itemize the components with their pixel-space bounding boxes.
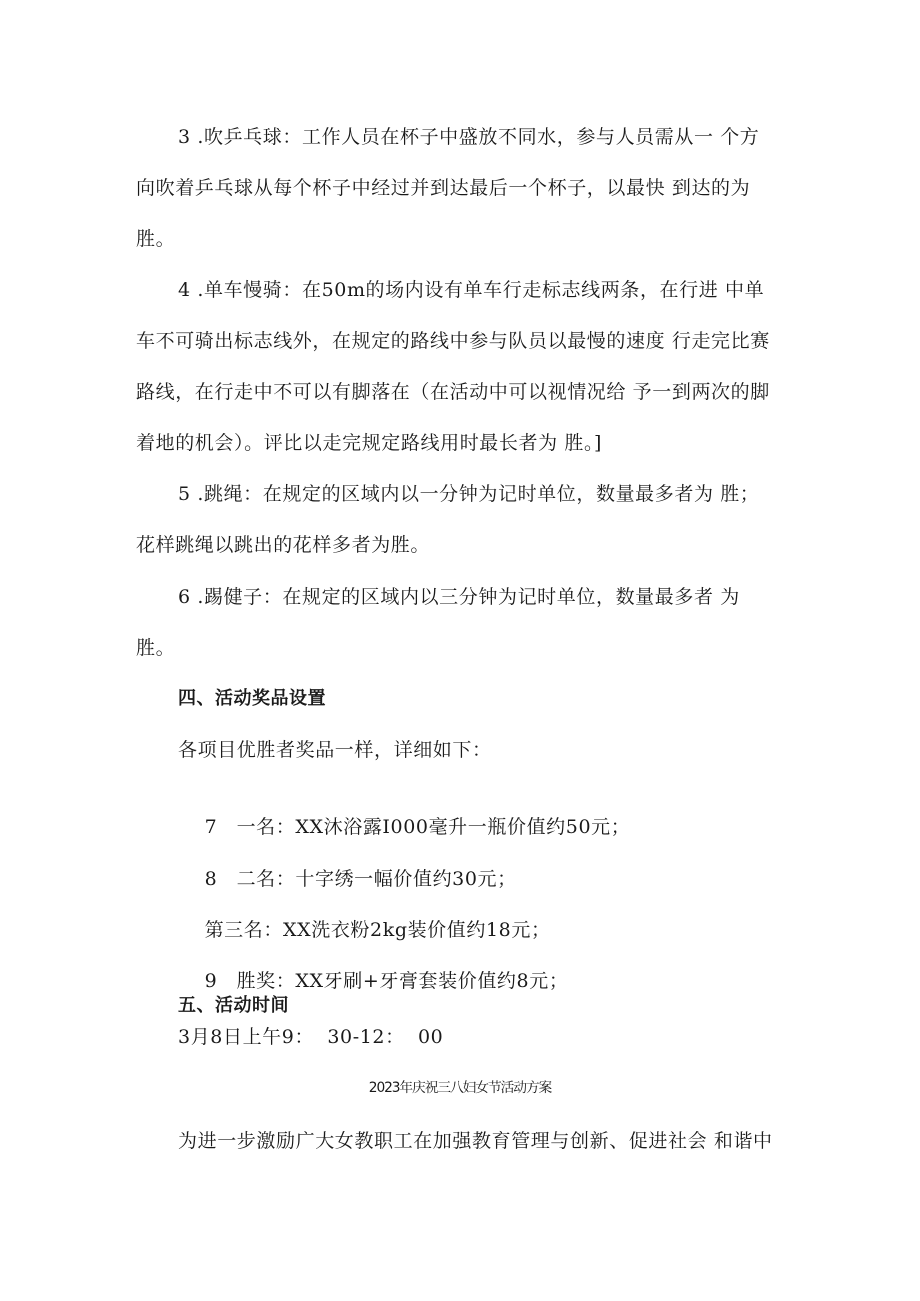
item5-line2: 花样跳绳以跳出的花样多者为胜。	[136, 534, 431, 556]
prize-number: 9	[204, 970, 218, 992]
section5-heading: 五、活动时间	[178, 995, 289, 1016]
item5-line1: 5 .跳绳：在规定的区域内以一分钟为记时单位，数量最多者为 胜；	[178, 483, 760, 505]
prize-number: 7	[204, 816, 218, 838]
item3-line1: 3 .吹乒乓球：工作人员在杯子中盛放不同水，参与人员需从一 个方	[178, 126, 760, 148]
item3-line3: 胜。	[136, 228, 176, 250]
section4-heading: 四、活动奖品设置	[178, 688, 326, 709]
item3-line2: 向吹着乒乓球从每个杯子中经过并到达最后一个杯子，以最快 到达的为	[136, 177, 751, 199]
next-doc-first-line: 为进一步激励广大女教职工在加强教育管理与创新、促进社会 和谐中	[178, 1130, 773, 1152]
document-title: 2023年庆祝三八妇女节活动方案	[368, 1080, 552, 1096]
prize-number: 8	[204, 868, 218, 890]
item4-line4: 着地的机会）。评比以走完规定路线用时最长者为 胜。]	[136, 432, 603, 454]
item4-line2: 车不可骑出标志线外，在规定的路线中参与队员以最慢的速度 行走完比赛	[136, 330, 770, 352]
section4-intro: 各项目优胜者奖品一样，详细如下：	[178, 739, 492, 761]
item6-line1: 6 .踢健子：在规定的区域内以三分钟为记时单位，数量最多者 为	[178, 586, 740, 608]
section5-time: 3月8日上午9： 30-12： 00	[178, 1026, 444, 1048]
prize-text: 第三名：XX洗衣粉2kg装价值约18元；	[204, 919, 551, 941]
item4-line1: 4 .单车慢骑：在50m的场内设有单车行走标志线两条，在行进 中单	[178, 279, 765, 301]
prize-text: 二名：十字绣一幅价值约30元；	[236, 868, 517, 890]
prize-text: 胜奖：XX牙刷+牙膏套装价值约8元；	[236, 970, 569, 992]
item4-line3: 路线，在行走中不可以有脚落在（在活动中可以视情况给 予一到两次的脚	[136, 381, 770, 403]
item6-line2: 胜。	[136, 637, 176, 659]
prize-text: 一名：XX沐浴露I000毫升一瓶价值约50元；	[236, 816, 631, 838]
